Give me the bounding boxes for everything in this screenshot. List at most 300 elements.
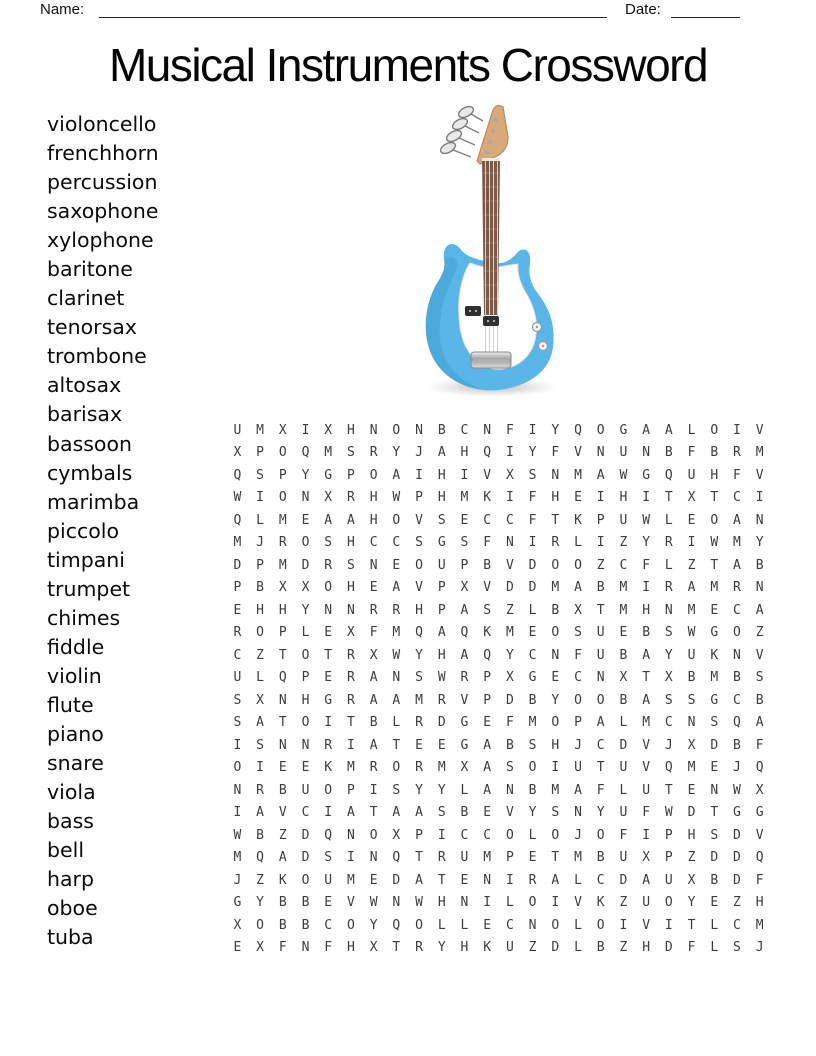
grid-cell: R — [664, 535, 673, 551]
grid-cell: D — [619, 872, 628, 888]
grid-cell: B — [483, 557, 492, 573]
grid-cell: X — [278, 580, 287, 596]
grid-cell: B — [505, 737, 514, 753]
grid-cell: Z — [733, 895, 741, 911]
grid-cell: Y — [551, 692, 560, 708]
grid-cell: T — [369, 805, 378, 821]
word-search-grid — [226, 419, 771, 959]
grid-cell: R — [392, 602, 401, 618]
grid-cell: N — [710, 782, 719, 798]
grid-cell: P — [460, 557, 469, 573]
grid-cell: I — [642, 827, 651, 843]
grid-cell: I — [369, 782, 378, 798]
grid-cell: E — [301, 512, 310, 528]
grid-cell: O — [324, 580, 333, 596]
grid-cell: G — [324, 467, 333, 483]
grid-cell: B — [687, 670, 696, 686]
grid-cell: U — [437, 557, 446, 573]
grid-cell: E — [369, 580, 378, 596]
grid-cell: E — [687, 512, 696, 528]
grid-cell: E — [619, 625, 628, 641]
grid-cell: I — [505, 872, 514, 888]
grid-cell: Q — [664, 760, 673, 776]
grid-cell: R — [664, 580, 673, 596]
grid-cell: Z — [619, 940, 628, 956]
grid-cell: S — [710, 827, 719, 843]
grid-cell: L — [505, 895, 514, 911]
grid-cell: Z — [528, 940, 537, 956]
grid-cell: Z — [278, 827, 287, 843]
grid-cell: Q — [483, 445, 492, 461]
grid-cell: N — [505, 535, 514, 551]
grid-cell: O — [574, 692, 582, 708]
grid-cell: R — [415, 760, 423, 776]
grid-cell: I — [256, 760, 264, 776]
grid-cell: A — [437, 445, 446, 461]
grid-cell: Q — [460, 625, 469, 641]
grid-cell: U — [596, 625, 605, 641]
grid-cell: H — [256, 602, 264, 618]
grid-cell: B — [528, 692, 537, 708]
grid-cell: E — [437, 737, 446, 753]
grid-cell: A — [642, 692, 651, 708]
grid-cell: Q — [256, 850, 264, 866]
grid-cell: P — [437, 602, 446, 618]
grid-cell: M — [619, 602, 628, 618]
grid-cell: U — [619, 805, 628, 821]
grid-cell: R — [733, 580, 741, 596]
grid-cell: X — [664, 670, 673, 686]
grid-cell: N — [528, 917, 537, 933]
grid-cell: V — [755, 827, 764, 843]
grid-cell: B — [596, 580, 605, 596]
grid-cell: M — [551, 782, 560, 798]
grid-cell: S — [256, 737, 264, 753]
grid-cell: P — [301, 670, 310, 686]
grid-cell: L — [619, 782, 628, 798]
grid-cell: E — [483, 715, 492, 731]
grid-cell: G — [619, 422, 628, 438]
grid-cell: T — [642, 670, 651, 686]
grid-cell: I — [596, 535, 605, 551]
grid-cell: I — [551, 895, 560, 911]
grid-cell: S — [324, 850, 333, 866]
grid-cell: O — [551, 625, 560, 641]
grid-cell: E — [324, 895, 333, 911]
grid-cell: N — [278, 737, 287, 753]
grid-cell: X — [346, 625, 355, 641]
word-item: clarinet — [47, 286, 125, 311]
grid-cell: N — [369, 557, 378, 573]
grid-cell: G — [710, 625, 719, 641]
grid-cell: E — [233, 602, 242, 618]
grid-cell: O — [301, 535, 310, 551]
grid-cell: O — [505, 827, 514, 843]
grid-cell: Z — [256, 872, 264, 888]
grid-cell: H — [642, 602, 651, 618]
grid-cell: K — [483, 490, 492, 506]
grid-cell: S — [528, 467, 537, 483]
grid-cell: Q — [233, 467, 242, 483]
grid-cell: T — [278, 647, 287, 663]
grid-cell: W — [437, 670, 446, 686]
grid-cell: N — [301, 737, 310, 753]
grid-cell: Q — [755, 760, 764, 776]
grid-cell: M — [460, 490, 469, 506]
grid-cell: P — [483, 692, 492, 708]
word-item: barisax — [47, 402, 123, 427]
grid-cell: X — [460, 760, 469, 776]
grid-cell: E — [710, 760, 719, 776]
grid-cell: P — [346, 467, 355, 483]
grid-cell: I — [755, 490, 764, 506]
grid-cell: F — [687, 940, 696, 956]
grid-cell: Z — [505, 602, 514, 618]
grid-cell: H — [642, 940, 651, 956]
grid-cell: D — [392, 872, 401, 888]
grid-cell: I — [460, 467, 469, 483]
grid-cell: B — [437, 422, 446, 438]
grid-cell: W — [619, 467, 628, 483]
grid-cell: M — [324, 445, 333, 461]
grid-cell: M — [619, 580, 628, 596]
grid-cell: C — [733, 917, 741, 933]
word-item: xylophone — [47, 228, 154, 253]
grid-cell: I — [505, 490, 514, 506]
grid-cell: X — [369, 647, 378, 663]
grid-cell: D — [301, 850, 310, 866]
grid-cell: A — [596, 467, 605, 483]
grid-cell: B — [755, 557, 764, 573]
grid-cell: P — [483, 670, 492, 686]
grid-cell: S — [483, 602, 492, 618]
grid-cell: Q — [415, 625, 423, 641]
grid-cell: O — [574, 557, 582, 573]
grid-cell: T — [278, 715, 287, 731]
grid-cell: M — [233, 535, 242, 551]
grid-cell: B — [278, 782, 287, 798]
grid-cell: Q — [233, 512, 242, 528]
word-item: piano — [47, 721, 104, 746]
grid-cell: G — [460, 737, 469, 753]
grid-cell: F — [528, 512, 537, 528]
grid-cell: Q — [483, 647, 492, 663]
grid-cell: G — [460, 715, 469, 731]
grid-cell: X — [687, 737, 696, 753]
grid-cell: I — [256, 490, 264, 506]
grid-cell: N — [301, 490, 310, 506]
grid-cell: V — [278, 805, 287, 821]
grid-cell: F — [574, 647, 582, 663]
word-item: flute — [47, 692, 94, 717]
grid-cell: V — [460, 692, 469, 708]
grid-cell: U — [301, 782, 310, 798]
grid-cell: U — [619, 512, 628, 528]
grid-cell: I — [528, 422, 537, 438]
grid-cell: F — [369, 625, 378, 641]
grid-cell: X — [505, 670, 514, 686]
grid-cell: N — [755, 512, 764, 528]
grid-cell: L — [664, 512, 673, 528]
grid-cell: Q — [664, 467, 673, 483]
grid-cell: A — [460, 647, 469, 663]
grid-cell: R — [369, 602, 378, 618]
grid-cell: S — [324, 535, 333, 551]
grid-cell: M — [256, 422, 264, 438]
grid-cell: F — [687, 445, 696, 461]
grid-cell: Z — [619, 895, 628, 911]
grid-cell: D — [710, 737, 719, 753]
grid-cell: H — [415, 602, 423, 618]
grid-cell: M — [687, 602, 696, 618]
word-item: baritone — [47, 257, 133, 282]
grid-cell: Q — [301, 445, 310, 461]
grid-cell: X — [642, 850, 651, 866]
grid-cell: T — [664, 782, 673, 798]
grid-cell: A — [733, 512, 741, 528]
word-item: bell — [47, 838, 85, 863]
grid-cell: Q — [324, 827, 333, 843]
grid-cell: X — [392, 827, 401, 843]
grid-cell: H — [710, 467, 719, 483]
grid-cell: A — [278, 850, 287, 866]
grid-cell: B — [596, 940, 605, 956]
grid-cell: F — [755, 872, 764, 888]
grid-cell: L — [574, 940, 582, 956]
grid-cell: K — [483, 940, 492, 956]
grid-cell: A — [392, 580, 401, 596]
grid-cell: A — [642, 647, 651, 663]
grid-cell: Z — [596, 557, 605, 573]
grid-cell: K — [710, 647, 719, 663]
grid-cell: C — [733, 602, 741, 618]
grid-cell: X — [233, 445, 242, 461]
grid-cell: M — [710, 580, 719, 596]
grid-cell: A — [687, 580, 696, 596]
grid-cell: F — [278, 940, 287, 956]
grid-cell: Q — [392, 917, 401, 933]
grid-cell: O — [596, 692, 605, 708]
grid-cell: A — [256, 805, 264, 821]
grid-cell: S — [505, 760, 514, 776]
grid-cell: X — [233, 917, 242, 933]
grid-cell: H — [346, 422, 355, 438]
grid-cell: J — [574, 737, 582, 753]
grid-cell: H — [551, 737, 560, 753]
bass-guitar-icon — [400, 103, 580, 403]
grid-cell: Y — [415, 782, 423, 798]
grid-cell: H — [346, 940, 355, 956]
grid-cell: O — [233, 760, 242, 776]
grid-cell: C — [528, 647, 537, 663]
grid-cell: R — [437, 850, 446, 866]
grid-cell: U — [460, 850, 469, 866]
grid-cell: N — [392, 895, 401, 911]
grid-cell: E — [233, 940, 242, 956]
grid-cell: B — [619, 692, 628, 708]
date-blank-line — [671, 0, 740, 18]
grid-cell: N — [551, 647, 560, 663]
grid-cell: W — [233, 490, 242, 506]
grid-cell: A — [551, 872, 560, 888]
grid-cell: G — [710, 692, 719, 708]
grid-cell: P — [256, 557, 264, 573]
grid-cell: B — [664, 445, 673, 461]
grid-cell: B — [528, 782, 537, 798]
grid-cell: S — [415, 535, 423, 551]
grid-cell: D — [528, 557, 537, 573]
grid-cell: G — [437, 535, 446, 551]
grid-cell: V — [642, 917, 651, 933]
grid-cell: F — [528, 490, 537, 506]
grid-cell: O — [278, 490, 287, 506]
grid-cell: A — [369, 692, 378, 708]
grid-cell: U — [619, 850, 628, 866]
grid-cell: T — [437, 872, 446, 888]
grid-cell: K — [574, 512, 582, 528]
grid-cell: Y — [256, 895, 264, 911]
grid-cell: N — [596, 670, 605, 686]
grid-cell: X — [301, 580, 310, 596]
grid-cell: E — [369, 872, 378, 888]
grid-cell: D — [733, 850, 741, 866]
grid-cell: N — [505, 782, 514, 798]
grid-cell: H — [369, 512, 378, 528]
grid-cell: M — [437, 760, 446, 776]
grid-cell: I — [619, 917, 628, 933]
grid-cell: M — [415, 692, 423, 708]
grid-cell: T — [551, 850, 560, 866]
grid-cell: D — [528, 580, 537, 596]
grid-cell: O — [324, 782, 333, 798]
grid-cell: A — [437, 625, 446, 641]
grid-cell: V — [642, 737, 651, 753]
grid-cell: O — [664, 895, 673, 911]
grid-cell: T — [324, 647, 333, 663]
grid-cell: P — [256, 445, 264, 461]
grid-cell: Y — [687, 895, 696, 911]
grid-cell: W — [392, 490, 401, 506]
grid-cell: F — [642, 557, 651, 573]
grid-cell: E — [483, 917, 492, 933]
grid-cell: Z — [619, 535, 628, 551]
grid-cell: A — [415, 805, 423, 821]
grid-cell: I — [642, 490, 651, 506]
grid-cell: U — [233, 422, 242, 438]
grid-cell: C — [460, 422, 469, 438]
grid-cell: N — [664, 602, 673, 618]
grid-cell: D — [505, 692, 514, 708]
grid-cell: C — [619, 557, 628, 573]
grid-cell: X — [324, 422, 333, 438]
grid-cell: P — [505, 850, 514, 866]
grid-cell: Y — [551, 422, 560, 438]
grid-cell: B — [256, 580, 264, 596]
grid-cell: F — [733, 467, 741, 483]
grid-cell: A — [574, 580, 582, 596]
grid-cell: F — [619, 827, 628, 843]
grid-cell: N — [574, 805, 582, 821]
grid-cell: O — [710, 512, 719, 528]
grid-cell: J — [574, 827, 582, 843]
grid-cell: E — [483, 805, 492, 821]
grid-cell: U — [664, 872, 673, 888]
grid-cell: O — [596, 422, 605, 438]
grid-cell: I — [505, 445, 514, 461]
grid-cell: C — [733, 490, 741, 506]
grid-cell: V — [755, 422, 764, 438]
grid-cell: B — [460, 805, 469, 821]
grid-cell: P — [596, 512, 605, 528]
grid-cell: A — [642, 872, 651, 888]
grid-cell: R — [256, 782, 264, 798]
grid-cell: B — [278, 895, 287, 911]
grid-cell: F — [483, 535, 492, 551]
grid-cell: C — [596, 737, 605, 753]
grid-cell: T — [392, 940, 401, 956]
grid-cell: L — [256, 512, 264, 528]
grid-cell: J — [415, 445, 423, 461]
grid-cell: R — [324, 737, 333, 753]
grid-cell: D — [233, 557, 242, 573]
grid-cell: U — [619, 445, 628, 461]
grid-cell: C — [733, 692, 741, 708]
grid-cell: P — [664, 827, 673, 843]
grid-cell: I — [346, 850, 355, 866]
word-item: saxophone — [47, 199, 159, 224]
grid-cell: B — [301, 895, 310, 911]
name-label: Name: — [40, 1, 85, 18]
grid-cell: Z — [256, 647, 264, 663]
word-item: harp — [47, 867, 94, 892]
grid-cell: P — [437, 580, 446, 596]
grid-cell: S — [733, 940, 741, 956]
grid-cell: H — [278, 602, 287, 618]
grid-cell: C — [505, 917, 514, 933]
grid-cell: L — [574, 917, 582, 933]
grid-cell: S — [687, 692, 696, 708]
grid-cell: E — [415, 737, 423, 753]
grid-cell: P — [415, 827, 423, 843]
grid-cell: J — [755, 940, 764, 956]
grid-cell: T — [664, 490, 673, 506]
grid-cell: V — [755, 467, 764, 483]
grid-cell: T — [392, 737, 401, 753]
grid-cell: I — [664, 917, 673, 933]
grid-cell: Y — [415, 647, 423, 663]
grid-cell: G — [233, 895, 242, 911]
word-item: marimba — [47, 489, 140, 514]
grid-cell: O — [346, 917, 355, 933]
grid-cell: Y — [755, 535, 764, 551]
grid-cell: X — [574, 602, 582, 618]
grid-cell: F — [505, 422, 514, 438]
grid-cell: O — [369, 827, 378, 843]
grid-cell: Y — [437, 782, 446, 798]
grid-cell: H — [460, 445, 469, 461]
grid-cell: L — [710, 940, 719, 956]
grid-cell: I — [233, 737, 242, 753]
grid-cell: H — [687, 827, 696, 843]
grid-cell: V — [574, 895, 582, 911]
grid-cell: G — [528, 670, 537, 686]
word-item: trumpet — [47, 576, 131, 601]
grid-cell: I — [528, 535, 537, 551]
word-list — [47, 110, 159, 952]
grid-cell: M — [346, 872, 355, 888]
word-item: chimes — [47, 605, 121, 630]
grid-cell: S — [346, 557, 355, 573]
